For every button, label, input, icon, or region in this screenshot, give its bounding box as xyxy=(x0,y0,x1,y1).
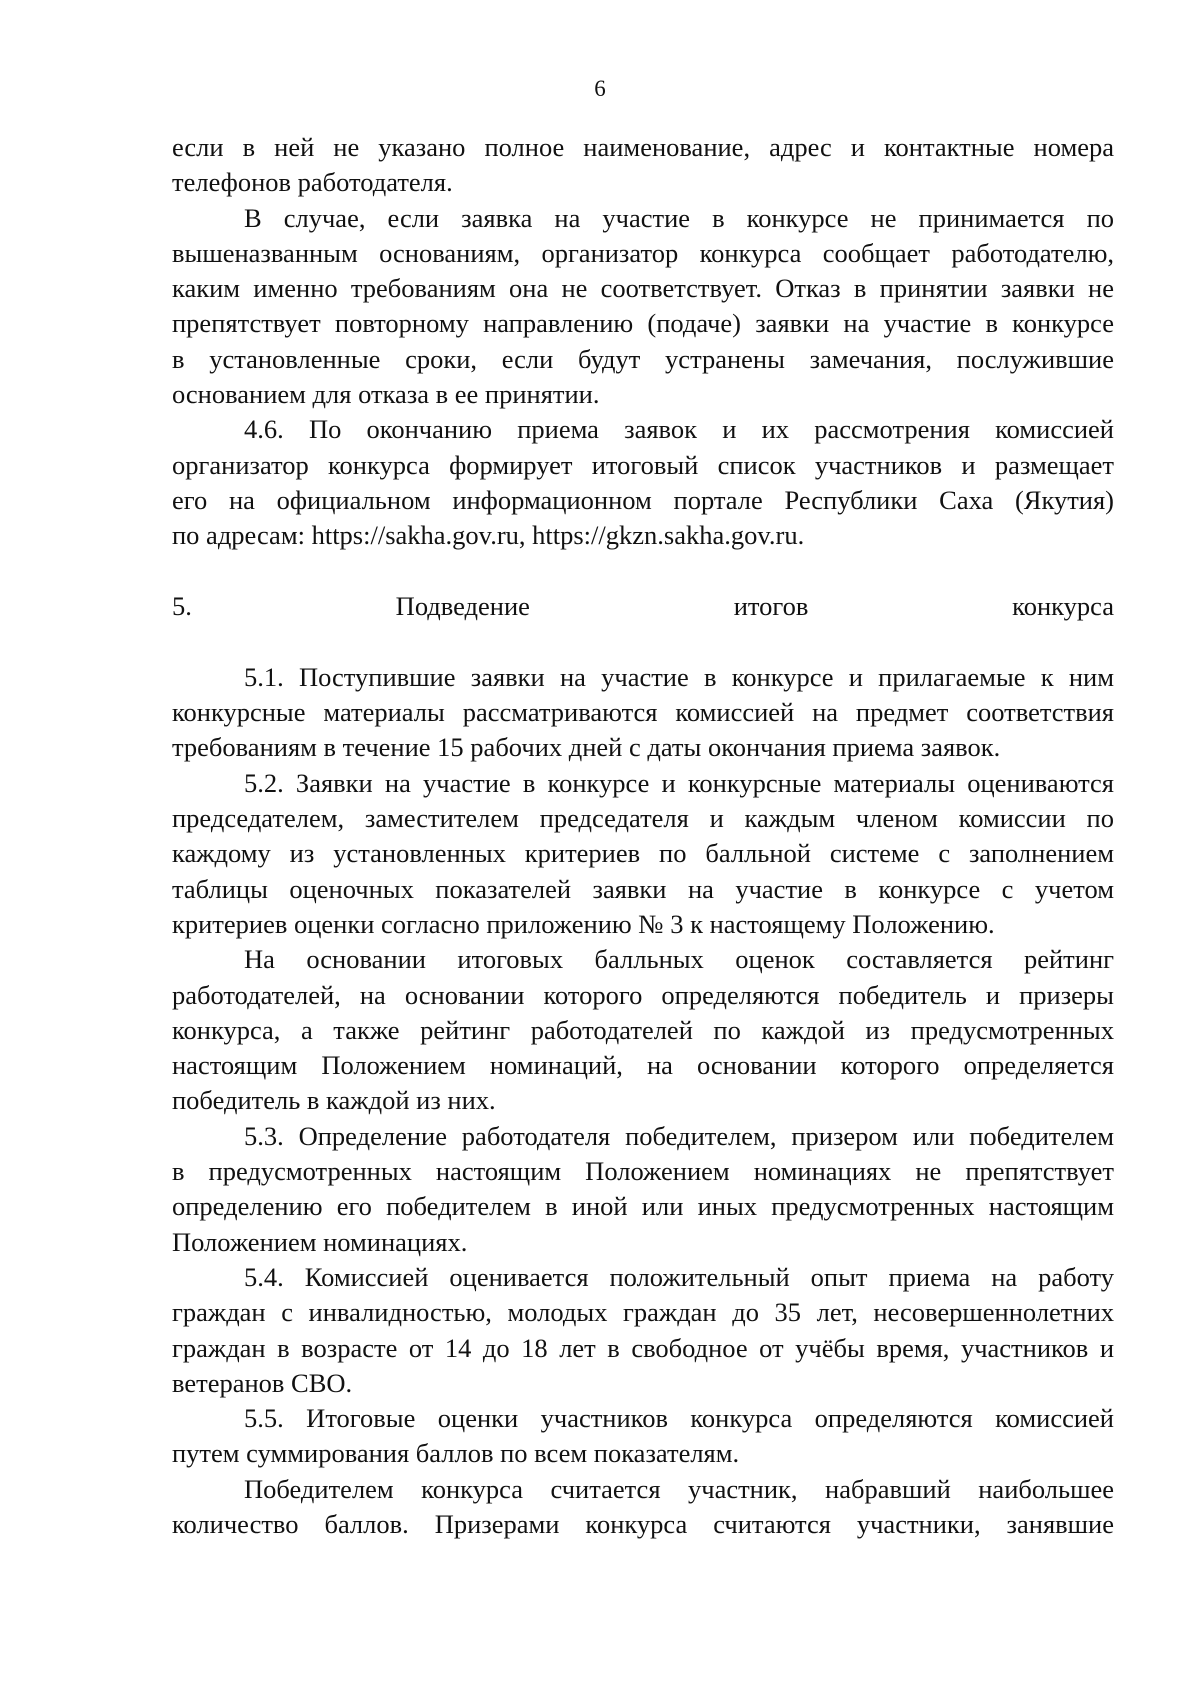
paragraphs-after-section xyxy=(172,660,1114,1542)
page-number: 6 xyxy=(594,76,606,101)
paragraph-line: требованиям в течение 15 рабочих дней с даты окончания приема заявок. xyxy=(172,732,1001,763)
paragraph-line: ветеранов СВО. xyxy=(172,1367,353,1398)
paragraphs-before-section xyxy=(172,130,1114,554)
paragraph-line: конкурсные материалы рассматриваются комиссией на предмет соответствия xyxy=(172,697,1114,728)
paragraph-line: путем суммирования баллов по всем показателям. xyxy=(172,1438,740,1469)
paragraph-line: 5.1. Поступившие заявки на участие в конкурсе и прилагаемые к ним xyxy=(244,661,1114,692)
paragraph-line: Победителем конкурса считается участник, набравший наибольшее xyxy=(244,1473,1114,1504)
paragraph-line: в установленные сроки, если будут устранены замечания, послужившие xyxy=(172,343,1114,374)
paragraph-line: препятствует повторному направлению (подаче) заявки на участие в конкурсе xyxy=(172,308,1114,339)
paragraph-line: каким именно требованиям она не соответствует. Отказ в принятии заявки не xyxy=(172,273,1114,304)
paragraph-line: 5.5. Итоговые оценки участников конкурса определяются комиссией xyxy=(244,1403,1114,1434)
section-title: 5. Подведение итогов конкурса xyxy=(172,590,1114,621)
paragraph-line: определению его победителем в иной или иных предусмотренных настоящим xyxy=(172,1191,1114,1222)
paragraph-line: конкурса, а также рейтинг работодателей по каждой из предусмотренных xyxy=(172,1014,1114,1045)
paragraph-line: 5.4. Комиссией оценивается положительный опыт приема на работу xyxy=(244,1261,1114,1292)
paragraph-line: телефонов работодателя. xyxy=(172,167,453,198)
paragraph-line: 5.2. Заявки на участие в конкурсе и конкурсные материалы оцениваются xyxy=(244,767,1114,798)
paragraph-line: граждан в возрасте от 14 до 18 лет в свободное от учёбы время, участников и xyxy=(172,1332,1114,1363)
paragraph-line: основанием для отказа в ее принятии. xyxy=(172,379,600,410)
paragraph-line: каждому из установленных критериев по балльной системе с заполнением xyxy=(172,838,1114,869)
paragraph-line: в предусмотренных настоящим Положением номинациях не препятствует xyxy=(172,1156,1114,1187)
paragraph-line: 5.3. Определение работодателя победителем, призером или победителем xyxy=(244,1120,1114,1151)
paragraph-line: таблицы оценочных показателей заявки на участие в конкурсе с учетом xyxy=(172,873,1114,904)
paragraph-line: победитель в каждой из них. xyxy=(172,1085,496,1116)
paragraph-line: настоящим Положением номинаций, на основании которого определяется xyxy=(172,1050,1114,1081)
paragraph-line: работодателей, на основании которого определяются победитель и призеры xyxy=(172,979,1114,1010)
paragraph-line: количество баллов. Призерами конкурса считаются участники, занявшие xyxy=(172,1508,1114,1539)
paragraph-line: вышеназванным основаниям, организатор конкурса сообщает работодателю, xyxy=(172,237,1114,268)
paragraph-line: На основании итоговых балльных оценок составляется рейтинг xyxy=(244,944,1114,975)
paragraph-line: председателем, заместителем председателя и каждым членом комиссии по xyxy=(172,803,1114,834)
paragraph-line: граждан с инвалидностью, молодых граждан до 35 лет, несовершеннолетних xyxy=(172,1297,1114,1328)
paragraph-line: В случае, если заявка на участие в конкурсе не принимается по xyxy=(244,202,1114,233)
paragraph-line: организатор конкурса формирует итоговый список участников и размещает xyxy=(172,449,1114,480)
document-body xyxy=(172,130,1114,1542)
paragraph-line: Положением номинациях. xyxy=(172,1226,468,1257)
paragraph-line: 4.6. По окончанию приема заявок и их рассмотрения комиссией xyxy=(244,414,1114,445)
paragraph-line: если в ней не указано полное наименование, адрес и контактные номера xyxy=(172,132,1114,162)
paragraph-line: по адресам: https://sakha.gov.ru, https://gkzn.sakha.gov.ru. xyxy=(172,520,805,551)
paragraph-line: его на официальном информационном портале Республики Саха (Якутия) xyxy=(172,484,1114,515)
paragraph-line: критериев оценки согласно приложению № 3 к настоящему Положению. xyxy=(172,908,995,939)
